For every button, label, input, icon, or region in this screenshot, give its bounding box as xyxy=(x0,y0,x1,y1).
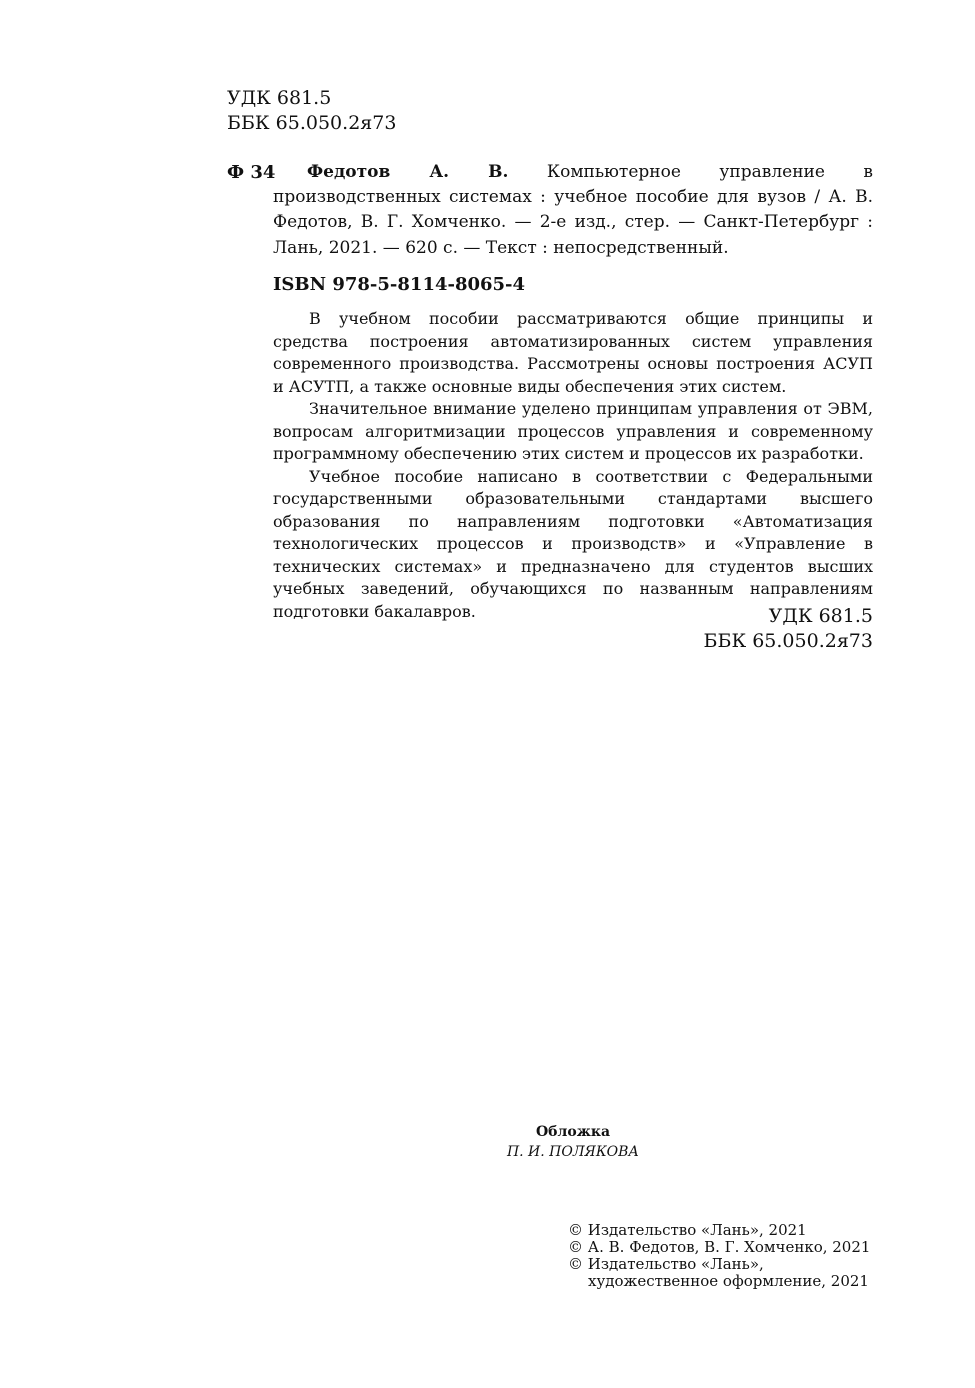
copyright-line: © А. В. Федотов, В. Г. Хомченко, 2021 xyxy=(568,1238,871,1256)
copyright-line: © Издательство «Лань», xyxy=(568,1255,764,1273)
cover-label: Обложка xyxy=(535,1124,611,1140)
classification-top xyxy=(227,86,396,136)
abstract-paragraph: Значительное внимание уделено принципам управления от ЭВМ, вопросам алгоритмизации процессов управления и современному программному обеспечению этих систем и процессов их разработки. xyxy=(273,399,873,463)
copyright-line: художественное оформление, 2021 xyxy=(588,1272,869,1290)
udk-code: УДК 681.5 xyxy=(227,87,332,109)
abstract xyxy=(273,308,873,623)
entry-author: Федотов А. В. xyxy=(307,162,509,182)
cover-credit xyxy=(460,1122,686,1162)
bibliographic-entry xyxy=(273,160,873,261)
udk-code: УДК 681.5 xyxy=(768,605,873,627)
copyright-block xyxy=(568,1222,870,1290)
entry-description: Компьютерное управление в производственных системах : учебное пособие для вузов / А. В. Федотов, В. Г. Хомченко. — 2-е изд., стер. — Санкт-Петербург : Лань, 2021. — 620 с. — Текст : непосредственный. xyxy=(273,162,873,258)
isbn: ISBN 978-5-8114-8065-4 xyxy=(273,274,526,295)
author-sign: Ф 34 xyxy=(227,162,276,183)
copyright-line: © Издательство «Лань», 2021 xyxy=(568,1221,807,1239)
cover-designer: П. И. ПОЛЯКОВА xyxy=(506,1144,640,1160)
bbk-code: ББК 65.050.2я73 xyxy=(227,112,397,134)
classification-bottom xyxy=(600,604,873,654)
abstract-paragraph: В учебном пособии рассматриваются общие принципы и средства построения автоматизированных систем управления современного производства. Рассмотрены основы построения АСУП и АСУТП, а также основные виды обеспечения этих систем. xyxy=(273,309,873,396)
abstract-paragraph: Учебное пособие написано в соответствии с Федеральными государственными образовательными стандартами высшего образования по направлениям подготовки «Автоматизация технологических процессов и производств» и «Управление в технических системах» и предназначено для студентов высших учебных заведений, обучающихся по названным направлениям подготовки бакалавров. xyxy=(273,466,873,621)
bbk-code: ББК 65.050.2я73 xyxy=(703,630,873,652)
